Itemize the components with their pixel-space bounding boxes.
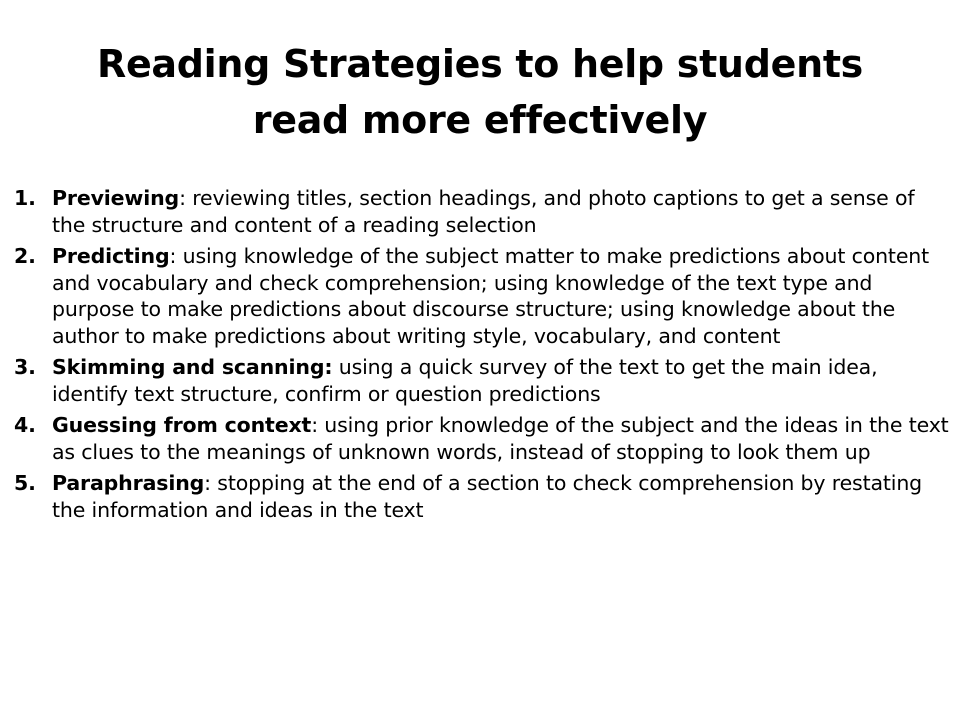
item-description: : using knowledge of the subject matter to make predictions about content and vocabulary and check comprehension; using knowledge of the text type and purpose to make predictions about discourse structure; using knowledge about the author to make predictions about writing style, vocabulary, and content bbox=[52, 244, 930, 348]
item-term: Guessing from context bbox=[52, 413, 312, 437]
list-item-guessing-from-context bbox=[14, 412, 950, 465]
item-number: 3. bbox=[14, 355, 36, 379]
list-item-previewing bbox=[14, 185, 950, 238]
list-item-skimming-scanning bbox=[14, 354, 950, 407]
slide-title bbox=[40, 36, 920, 148]
item-term: Predicting bbox=[52, 244, 170, 268]
item-description: : reviewing titles, section headings, and photo captions to get a sense of the structure and content of a reading selection bbox=[52, 186, 915, 237]
title-line-2: read more effectively bbox=[252, 98, 708, 142]
item-term: Paraphrasing bbox=[52, 471, 205, 495]
item-number: 5. bbox=[14, 471, 36, 495]
item-description: : stopping at the end of a section to check comprehension by restating the information and ideas in the text bbox=[52, 471, 923, 522]
item-number: 4. bbox=[14, 413, 36, 437]
item-term: Previewing bbox=[52, 186, 180, 210]
item-description: : using prior knowledge of the subject and the ideas in the text as clues to the meanings of unknown words, instead of stopping to look them up bbox=[52, 413, 949, 464]
list-item-paraphrasing bbox=[14, 470, 950, 523]
item-number: 2. bbox=[14, 244, 36, 268]
title-line-1: Reading Strategies to help students bbox=[96, 42, 863, 86]
item-number: 1. bbox=[14, 186, 36, 210]
item-term: Skimming and scanning: bbox=[52, 355, 333, 379]
list-item-predicting bbox=[14, 243, 950, 349]
item-description: using a quick survey of the text to get the main idea, identify text structure, confirm or question predictions bbox=[52, 355, 878, 406]
strategy-list bbox=[14, 185, 950, 528]
